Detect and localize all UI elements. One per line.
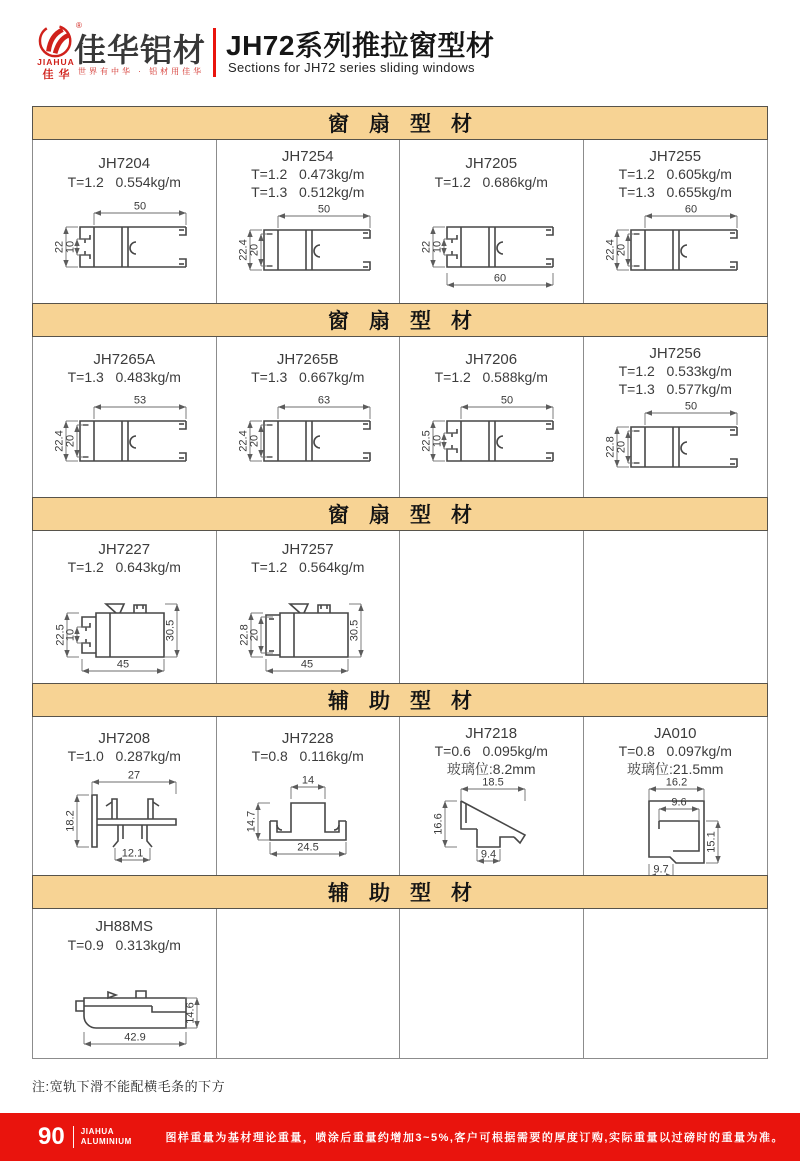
profile-code: JH7204: [98, 155, 151, 172]
profile-label: [68, 345, 181, 391]
profile-label: [68, 148, 181, 197]
svg-text:63: 63: [317, 394, 330, 407]
profile-specs: [68, 559, 181, 577]
svg-text:20: 20: [64, 434, 77, 448]
section-row: [32, 909, 768, 1059]
svg-text:10: 10: [64, 240, 77, 254]
brand-slogan: 世界有中华 · 铝材用佳华: [78, 67, 205, 76]
page-subtitle: Sections for JH72 series sliding windows: [228, 60, 475, 75]
profile-specs: [251, 166, 364, 201]
section-title: 辅助型材: [328, 882, 492, 905]
profile-label: [68, 725, 181, 769]
profile-spec: T=1.2 0.643kg/m: [67, 559, 181, 575]
profile-code: JH7254: [281, 147, 334, 165]
profile-label: [68, 539, 181, 577]
profile-spec: T=1.2 0.554kg/m: [67, 173, 181, 190]
svg-text:10: 10: [431, 434, 444, 448]
profile-drawing: [220, 391, 396, 497]
footer-brand-line2: ALUMINIUM: [80, 1137, 132, 1146]
profile-drawing: [36, 769, 212, 875]
profile-specs: [68, 937, 181, 955]
profile-cell: [33, 717, 217, 875]
svg-text:50: 50: [501, 394, 514, 407]
profile-drawing: [587, 397, 763, 497]
logo-text-en: JIAHUA: [37, 57, 75, 67]
profile-drawing: [220, 200, 396, 303]
profile-drawing: [403, 197, 579, 303]
profile-cell: [217, 140, 401, 303]
svg-text:50: 50: [317, 203, 330, 216]
profile-specs: [252, 748, 364, 766]
svg-text:50: 50: [685, 400, 698, 413]
profile-drawing: [36, 577, 212, 683]
profile-code: JH7256: [649, 344, 702, 362]
section-header: [32, 875, 768, 909]
profile-cell: [584, 337, 768, 497]
page-header: [0, 0, 800, 100]
profile-specs: [435, 174, 548, 192]
profile-drawing: [36, 954, 212, 1058]
section-header: [32, 683, 768, 717]
profile-section: [32, 875, 768, 1059]
svg-text:20: 20: [615, 243, 628, 257]
profile-label: [619, 725, 732, 777]
profile-cell-empty: [400, 909, 584, 1058]
profile-label: [251, 345, 364, 391]
profile-spec: T=1.2 0.533kg/m: [618, 363, 732, 380]
profile-section: [32, 303, 768, 497]
profile-specs: [435, 369, 548, 387]
svg-text:16.2: 16.2: [666, 777, 688, 789]
svg-text:22: 22: [420, 240, 433, 254]
svg-text:15.1: 15.1: [705, 831, 718, 853]
profile-label: [252, 725, 364, 769]
profile-table: [32, 106, 768, 1059]
profile-spec: T=1.2 0.588kg/m: [434, 369, 548, 385]
svg-text:22.8: 22.8: [238, 624, 251, 646]
profile-drawing: [220, 577, 396, 683]
profile-cell-empty: [217, 909, 401, 1058]
profile-cell: [217, 337, 401, 497]
profile-code: JA010: [653, 724, 697, 742]
svg-text:9.6: 9.6: [671, 796, 687, 809]
profile-cell: [33, 337, 217, 497]
profile-spec: T=1.3 0.655kg/m: [618, 183, 732, 200]
profile-drawing: [220, 769, 396, 875]
profile-cell: [584, 140, 768, 303]
profile-code: JH7218: [465, 724, 518, 742]
section-row: [32, 531, 768, 683]
profile-specs: [251, 559, 364, 577]
footer-brand-line1: JIAHUA: [80, 1127, 115, 1137]
profile-spec: T=1.3 0.512kg/m: [251, 183, 365, 200]
svg-text:30.5: 30.5: [164, 619, 177, 642]
profile-spec: T=1.2 0.564kg/m: [251, 559, 365, 575]
svg-text:16.6: 16.6: [432, 813, 445, 835]
page-footer: [0, 1113, 800, 1161]
svg-text:22.5: 22.5: [54, 624, 67, 646]
profile-specs: [619, 166, 732, 201]
svg-text:22.4: 22.4: [604, 239, 617, 261]
svg-text:24.5: 24.5: [297, 841, 319, 854]
svg-text:60: 60: [685, 203, 698, 216]
profile-label: [435, 148, 548, 197]
svg-text:22.4: 22.4: [53, 430, 66, 452]
profile-spec: T=0.9 0.313kg/m: [67, 936, 181, 953]
section-row: [32, 140, 768, 303]
profile-cell: [33, 909, 217, 1058]
section-title: 窗扇型材: [328, 113, 492, 136]
profile-code: JH7265B: [276, 350, 339, 368]
section-row: [32, 337, 768, 497]
profile-cell: [400, 140, 584, 303]
footer-disclaimer: 图样重量为基材理论重量，喷涂后重量约增加3~5%,客户可根据需要的厚度订购,实际重量以过磅时的重量为准。: [165, 1132, 784, 1144]
profile-spec: T=1.2 0.473kg/m: [251, 166, 365, 183]
profile-specs: [68, 174, 181, 192]
profile-code: JH7227: [98, 540, 151, 558]
profile-cell: [400, 717, 584, 875]
profile-spec: T=1.2 0.686kg/m: [434, 173, 548, 190]
svg-text:14.6: 14.6: [184, 1002, 197, 1024]
profile-code: JH7255: [649, 147, 702, 165]
svg-text:18.2: 18.2: [64, 810, 77, 832]
footer-brand: [81, 1127, 132, 1146]
profile-code: JH7205: [465, 155, 518, 172]
profile-spec: T=1.3 0.577kg/m: [618, 380, 732, 397]
profile-spec: T=1.2 0.605kg/m: [618, 166, 732, 183]
profile-specs: [251, 369, 364, 387]
section-header: [32, 303, 768, 337]
profile-code: JH88MS: [95, 918, 153, 935]
svg-text:60: 60: [494, 272, 507, 285]
svg-text:18.5: 18.5: [482, 777, 504, 789]
svg-text:14.7: 14.7: [245, 810, 258, 833]
profile-label: [619, 345, 732, 397]
section-title: 窗扇型材: [328, 310, 492, 333]
profile-specs: [68, 748, 181, 766]
profile-spec: T=0.8 0.116kg/m: [251, 748, 364, 764]
profile-code: JH7265A: [93, 350, 156, 368]
svg-text:9.4: 9.4: [481, 848, 497, 861]
section-header: [32, 497, 768, 531]
profile-label: [435, 345, 548, 391]
profile-spec: T=1.3 0.667kg/m: [251, 369, 365, 385]
page-title: JH72系列推拉窗型材: [226, 30, 495, 61]
svg-text:22.4: 22.4: [237, 239, 250, 261]
profile-drawing: [587, 777, 763, 875]
profile-drawing: [587, 200, 763, 303]
profile-spec: 玻璃位:8.2mm: [446, 760, 536, 777]
svg-text:22.8: 22.8: [604, 436, 617, 458]
section-title: 辅助型材: [328, 690, 492, 713]
profile-spec: T=0.8 0.097kg/m: [618, 743, 732, 760]
svg-text:9.7: 9.7: [653, 863, 669, 875]
profile-cell-empty: [584, 531, 768, 683]
svg-text:20: 20: [248, 628, 261, 642]
footer-divider: [73, 1126, 74, 1148]
profile-specs: [435, 743, 548, 778]
registered-mark: ®: [76, 21, 82, 30]
svg-text:14: 14: [301, 774, 314, 787]
section-header: [32, 106, 768, 140]
profile-spec: 玻璃位:21.5mm: [627, 760, 724, 777]
svg-text:50: 50: [134, 200, 147, 213]
profile-label: [251, 539, 364, 577]
profile-cell: [217, 717, 401, 875]
svg-text:10: 10: [64, 628, 77, 642]
profile-specs: [68, 369, 181, 387]
profile-spec: T=1.0 0.287kg/m: [67, 748, 181, 764]
profile-spec: T=0.6 0.095kg/m: [434, 743, 548, 760]
brand-name: 佳华铝材: [74, 32, 207, 68]
svg-text:45: 45: [117, 658, 130, 671]
profile-specs: [619, 363, 732, 398]
profile-drawing: [36, 197, 212, 303]
svg-text:22.5: 22.5: [420, 430, 433, 452]
profile-section: [32, 497, 768, 683]
svg-text:22: 22: [53, 240, 66, 254]
profile-drawing: [36, 391, 212, 497]
profile-label: [68, 917, 181, 954]
profile-label: [251, 148, 364, 200]
section-title: 窗扇型材: [328, 504, 492, 527]
section-row: [32, 717, 768, 875]
svg-text:42.9: 42.9: [124, 1031, 146, 1044]
svg-text:10: 10: [431, 240, 444, 254]
svg-text:20: 20: [248, 434, 261, 448]
profile-cell: [584, 717, 768, 875]
svg-text:53: 53: [134, 394, 147, 407]
profile-section: [32, 106, 768, 303]
profile-label: [619, 148, 732, 200]
jiahua-logo-icon: [36, 23, 78, 59]
profile-label: [435, 725, 548, 777]
profile-spec: T=1.3 0.483kg/m: [67, 369, 181, 385]
profile-cell: [217, 531, 401, 683]
page-number: 90: [38, 1123, 65, 1150]
profile-cell-empty: [584, 909, 768, 1058]
header-divider: [213, 28, 216, 77]
profile-cell: [33, 140, 217, 303]
svg-text:27: 27: [128, 769, 141, 782]
profile-code: JH7257: [281, 540, 334, 558]
svg-text:45: 45: [300, 658, 313, 671]
svg-text:30.5: 30.5: [348, 619, 361, 642]
profile-drawing: [403, 391, 579, 497]
svg-text:12.1: 12.1: [122, 847, 144, 860]
profile-cell: [33, 531, 217, 683]
profile-code: JH7206: [465, 350, 518, 368]
footnote: 注:宽轨下滑不能配横毛条的下方: [32, 1079, 226, 1094]
profile-code: JH7228: [281, 729, 334, 747]
logo-text-cn: 佳华: [42, 69, 75, 81]
profile-cell: [400, 337, 584, 497]
svg-text:20: 20: [248, 243, 261, 257]
svg-text:20: 20: [615, 440, 628, 454]
profile-code: JH7208: [98, 729, 151, 747]
svg-text:22.4: 22.4: [237, 430, 250, 452]
profile-section: [32, 683, 768, 875]
profile-drawing: [403, 777, 579, 875]
profile-specs: [619, 743, 732, 778]
profile-cell-empty: [400, 531, 584, 683]
